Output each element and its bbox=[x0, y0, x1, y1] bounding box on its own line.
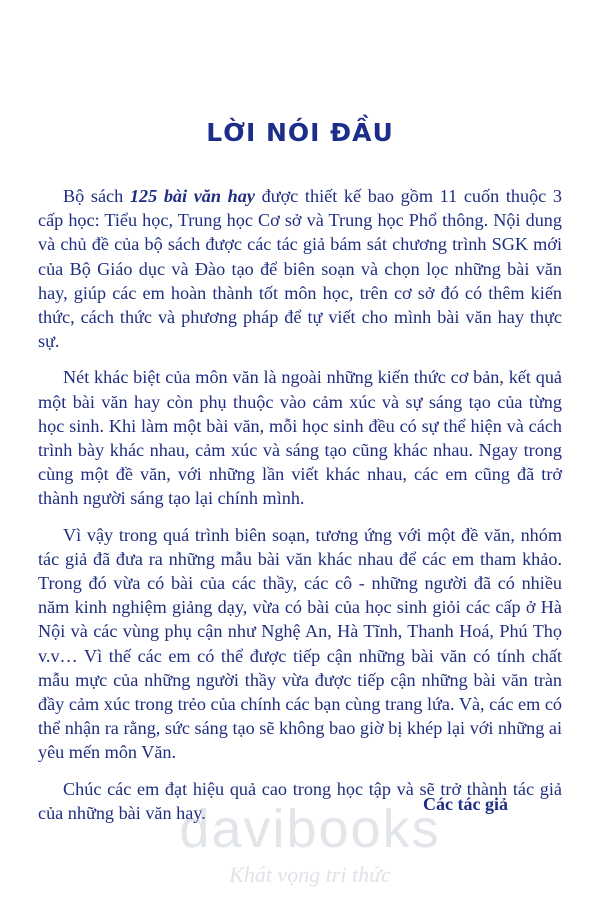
signature: Các tác giả bbox=[423, 794, 508, 814]
watermark-brand: davibooks bbox=[179, 799, 441, 859]
paragraph-2: Nét khác biệt của môn văn là ngoài những kiến thức cơ bản, kết quả một bài văn hay còn phụ thuộc vào cảm xúc và sự sáng tạo của từng học sinh. Khi làm một bài văn, mỗi học sinh đều có sự thể hiện và cách trình bày khác nhau, cảm xúc và sáng tạo cũng khác nhau. Ngay trong cùng một đề văn, với những lần viết khác nhau, các em cũng đã trở thành người sáng tạo lại chính mình. bbox=[38, 367, 562, 509]
paragraph-1 bbox=[38, 184, 562, 353]
book-title: 125 bài văn hay bbox=[129, 186, 255, 206]
watermark-slogan: Khát vọng tri thức bbox=[229, 862, 391, 887]
preface-body bbox=[38, 184, 562, 837]
page-title: LỜI NÓI ĐẦU bbox=[206, 118, 394, 147]
paragraph-3: Vì vậy trong quá trình biên soạn, tương ứng với một đề văn, nhóm tác giả đã đưa ra những mẫu bài văn khác nhau để các em tham khảo. Trong đó vừa có bài của các thầy, các cô - những người đã có nhiều năm kinh nghiệm giảng dạy, vừa có bài của học sinh giỏi các cấp ở Hà Nội và các vùng phụ cận như Nghệ An, Hà Tĩnh, Thanh Hoá, Phú Thọ v.v… Vì thế các em có thể được tiếp cận những bài văn có tính chất mẫu mực của những người thầy vừa được tiếp cận những bài văn tràn đầy cảm xúc trong trẻo của chính các bạn cùng trang lứa. Và, các em có thể nhận ra rằng, sức sáng tạo sẽ không bao giờ bị khép lại với những ai yêu mến môn Văn. bbox=[38, 524, 562, 763]
paragraph-1-rest: được thiết kế bao gồm 11 cuốn thuộc 3 cấp học: Tiểu học, Trung học Cơ sở và Trung học Phổ thông. Nội dung và chủ đề của bộ sách được các tác giả bám sát chương trình SGK mới của Bộ Giáo dục và Đào tạo để biên soạn và chọn lọc những bài văn hay, giúp các em hoàn thành tốt môn học, trên cơ sở đó có thêm kiến thức, cách thức và phương pháp để tự viết cho mình bài văn hay thực sự. bbox=[38, 186, 562, 352]
paragraph-1-intro: Bộ sách bbox=[63, 186, 130, 206]
paragraph-4: Chúc các em đạt hiệu quả cao trong học tập và sẽ trở thành tác giả của những bài văn hay. bbox=[38, 778, 562, 823]
